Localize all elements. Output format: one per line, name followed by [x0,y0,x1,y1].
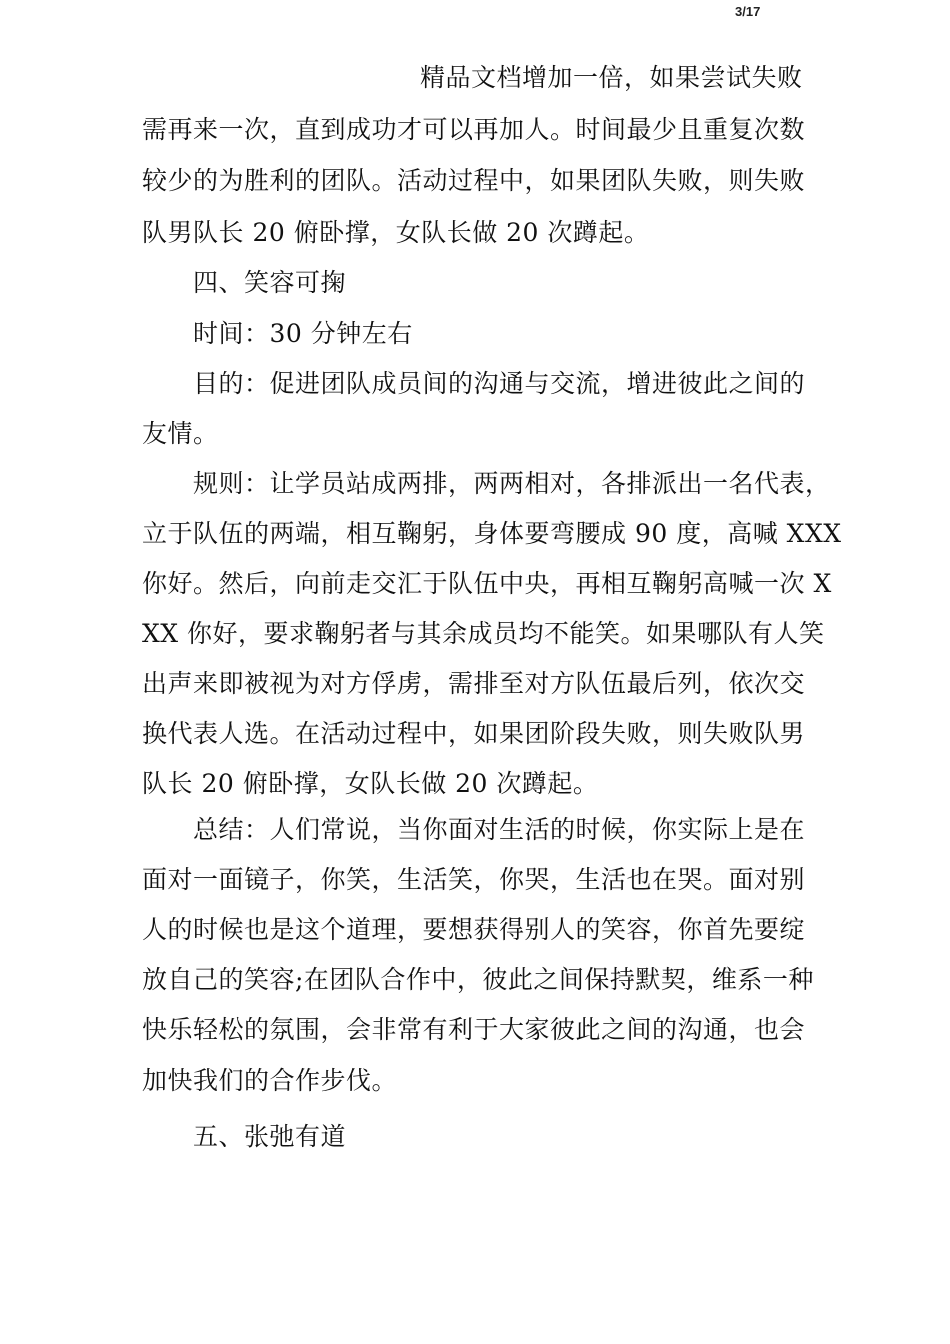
body-line: 时间：30 分钟左右 [193,319,413,348]
body-line: 规则：让学员站成两排，两两相对，各排派出一名代表， [193,469,831,498]
body-line: 换代表人选。在活动过程中，如果团阶段失败，则失败队男 [142,719,806,748]
body-line: 需再来一次，直到成功才可以再加人。时间最少且重复次数 [142,115,806,144]
body-line: 友情。 [142,419,219,448]
page-number: 3/17 [735,4,761,19]
body-line: 总结：人们常说，当你面对生活的时候，你实际上是在 [193,815,806,844]
body-line: 立于队伍的两端，相互鞠躬，身体要弯腰成 90 度，高喊 XXX [142,519,842,548]
body-line: 面对一面镜子，你笑，生活笑，你哭，生活也在哭。面对别 [142,865,806,894]
body-line: 你好。然后，向前走交汇于队伍中央，再相互鞠躬高喊一次 X [142,569,832,598]
body-line: 目的：促进团队成员间的沟通与交流，增进彼此之间的 [193,369,806,398]
body-line: 精品文档增加一倍，如果尝试失败 [420,63,803,92]
body-line: 队男队长 20 俯卧撑，女队长做 20 次蹲起。 [142,218,650,247]
section-heading: 五、张弛有道 [193,1122,347,1151]
section-heading: 四、笑容可掬 [193,268,347,297]
body-line: 快乐轻松的氛围，会非常有利于大家彼此之间的沟通，也会 [142,1015,806,1044]
body-line: 队长 20 俯卧撑，女队长做 20 次蹲起。 [142,769,599,798]
body-line: 人的时候也是这个道理，要想获得别人的笑容，你首先要绽 [142,915,806,944]
body-line: XX 你好，要求鞠躬者与其余成员均不能笑。如果哪队有人笑 [142,619,825,648]
body-line: 出声来即被视为对方俘虏，需排至对方队伍最后列，依次交 [142,669,806,698]
body-line: 加快我们的合作步伐。 [142,1066,398,1095]
body-line: 较少的为胜利的团队。活动过程中，如果团队失败，则失败 [142,166,806,195]
body-line: 放自己的笑容;在团队合作中，彼此之间保持默契，维系一种 [142,965,814,994]
